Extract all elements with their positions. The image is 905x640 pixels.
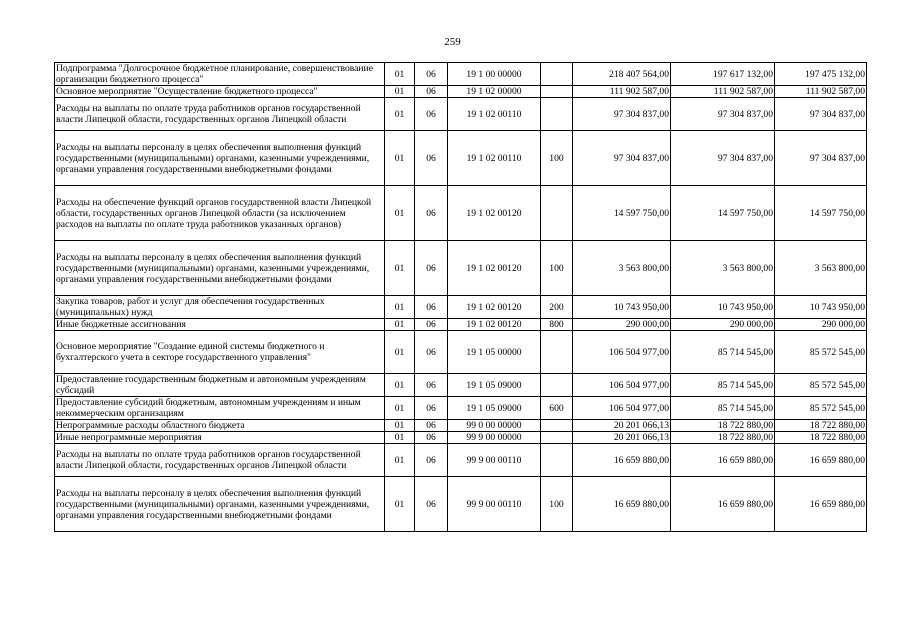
amount-year1-cell: 97 304 837,00 bbox=[573, 131, 671, 186]
table-row bbox=[55, 444, 867, 477]
row-name-cell: Подпрограмма "Долгосрочное бюджетное планирование, совершенствование организации бюджетного процесса" bbox=[55, 63, 385, 86]
row-name-cell: Расходы на обеспечение функций органов государственной власти Липецкой области, государственных органов Липецкой области (за исключением расходов на выплаты по оплате труда работников указанных органов) bbox=[55, 186, 385, 241]
pr-code-cell: 06 bbox=[415, 319, 448, 331]
amount-year2-cell: 290 000,00 bbox=[671, 319, 775, 331]
target-article-cell: 99 9 00 00110 bbox=[448, 477, 541, 532]
table-row bbox=[55, 319, 867, 331]
ved-code-cell: 01 bbox=[385, 296, 415, 319]
pr-code-cell: 06 bbox=[415, 397, 448, 420]
amount-year1-cell: 20 201 066,13 bbox=[573, 432, 671, 444]
pr-code-cell: 06 bbox=[415, 131, 448, 186]
amount-year2-cell: 10 743 950,00 bbox=[671, 296, 775, 319]
amount-year1-cell: 106 504 977,00 bbox=[573, 331, 671, 374]
table-row bbox=[55, 296, 867, 319]
table-row bbox=[55, 63, 867, 86]
amount-year3-cell: 16 659 880,00 bbox=[775, 477, 867, 532]
row-name-cell: Основное мероприятие "Осуществление бюджетного процесса" bbox=[55, 86, 385, 98]
amount-year3-cell: 111 902 587,00 bbox=[775, 86, 867, 98]
expense-type-cell bbox=[541, 98, 573, 131]
pr-code-cell: 06 bbox=[415, 98, 448, 131]
table-row bbox=[55, 186, 867, 241]
amount-year2-cell: 197 617 132,00 bbox=[671, 63, 775, 86]
amount-year3-cell: 290 000,00 bbox=[775, 319, 867, 331]
amount-year3-cell: 14 597 750,00 bbox=[775, 186, 867, 241]
ved-code-cell: 01 bbox=[385, 131, 415, 186]
table-row bbox=[55, 98, 867, 131]
expense-type-cell: 100 bbox=[541, 131, 573, 186]
pr-code-cell: 06 bbox=[415, 420, 448, 432]
amount-year1-cell: 97 304 837,00 bbox=[573, 98, 671, 131]
amount-year2-cell: 97 304 837,00 bbox=[671, 98, 775, 131]
pr-code-cell: 06 bbox=[415, 186, 448, 241]
expense-type-cell: 100 bbox=[541, 241, 573, 296]
amount-year2-cell: 111 902 587,00 bbox=[671, 86, 775, 98]
amount-year2-cell: 85 714 545,00 bbox=[671, 397, 775, 420]
pr-code-cell: 06 bbox=[415, 241, 448, 296]
expense-type-cell bbox=[541, 432, 573, 444]
row-name-cell: Основное мероприятие "Создание единой системы бюджетного и бухгалтерского учета в секторе государственного управления" bbox=[55, 331, 385, 374]
table-row bbox=[55, 241, 867, 296]
expense-type-cell: 800 bbox=[541, 319, 573, 331]
target-article-cell: 19 1 02 00000 bbox=[448, 86, 541, 98]
ved-code-cell: 01 bbox=[385, 420, 415, 432]
table-row bbox=[55, 397, 867, 420]
ved-code-cell: 01 bbox=[385, 241, 415, 296]
amount-year1-cell: 106 504 977,00 bbox=[573, 374, 671, 397]
budget-table bbox=[54, 62, 867, 532]
table-row bbox=[55, 331, 867, 374]
amount-year3-cell: 97 304 837,00 bbox=[775, 131, 867, 186]
amount-year2-cell: 85 714 545,00 bbox=[671, 331, 775, 374]
amount-year2-cell: 16 659 880,00 bbox=[671, 444, 775, 477]
row-name-cell: Иные бюджетные ассигнования bbox=[55, 319, 385, 331]
ved-code-cell: 01 bbox=[385, 86, 415, 98]
pr-code-cell: 06 bbox=[415, 432, 448, 444]
target-article-cell: 19 1 02 00120 bbox=[448, 186, 541, 241]
table-row bbox=[55, 131, 867, 186]
expense-type-cell bbox=[541, 186, 573, 241]
amount-year3-cell: 3 563 800,00 bbox=[775, 241, 867, 296]
amount-year1-cell: 20 201 066,13 bbox=[573, 420, 671, 432]
target-article-cell: 19 1 02 00120 bbox=[448, 241, 541, 296]
row-name-cell: Предоставление государственным бюджетным и автономным учреждениям субсидий bbox=[55, 374, 385, 397]
target-article-cell: 19 1 02 00110 bbox=[448, 131, 541, 186]
amount-year3-cell: 16 659 880,00 bbox=[775, 444, 867, 477]
row-name-cell: Непрограммные расходы областного бюджета bbox=[55, 420, 385, 432]
ved-code-cell: 01 bbox=[385, 331, 415, 374]
amount-year3-cell: 85 572 545,00 bbox=[775, 331, 867, 374]
amount-year2-cell: 18 722 880,00 bbox=[671, 420, 775, 432]
table-row bbox=[55, 477, 867, 532]
row-name-cell: Предоставление субсидий бюджетным, автономным учреждениям и иным некоммерческим организациям bbox=[55, 397, 385, 420]
amount-year2-cell: 85 714 545,00 bbox=[671, 374, 775, 397]
expense-type-cell bbox=[541, 420, 573, 432]
expense-type-cell bbox=[541, 444, 573, 477]
amount-year1-cell: 14 597 750,00 bbox=[573, 186, 671, 241]
amount-year1-cell: 290 000,00 bbox=[573, 319, 671, 331]
target-article-cell: 19 1 00 00000 bbox=[448, 63, 541, 86]
row-name-cell: Расходы на выплаты по оплате труда работников органов государственной власти Липецкой области, государственных органов Липецкой области bbox=[55, 444, 385, 477]
expense-type-cell: 600 bbox=[541, 397, 573, 420]
ved-code-cell: 01 bbox=[385, 98, 415, 131]
pr-code-cell: 06 bbox=[415, 444, 448, 477]
target-article-cell: 19 1 05 09000 bbox=[448, 374, 541, 397]
amount-year1-cell: 3 563 800,00 bbox=[573, 241, 671, 296]
amount-year1-cell: 218 407 564,00 bbox=[573, 63, 671, 86]
table-body bbox=[55, 63, 867, 532]
amount-year3-cell: 97 304 837,00 bbox=[775, 98, 867, 131]
pr-code-cell: 06 bbox=[415, 477, 448, 532]
table-row bbox=[55, 374, 867, 397]
amount-year3-cell: 10 743 950,00 bbox=[775, 296, 867, 319]
ved-code-cell: 01 bbox=[385, 444, 415, 477]
pr-code-cell: 06 bbox=[415, 86, 448, 98]
amount-year1-cell: 10 743 950,00 bbox=[573, 296, 671, 319]
table-row bbox=[55, 432, 867, 444]
amount-year2-cell: 18 722 880,00 bbox=[671, 432, 775, 444]
ved-code-cell: 01 bbox=[385, 319, 415, 331]
pr-code-cell: 06 bbox=[415, 296, 448, 319]
ved-code-cell: 01 bbox=[385, 477, 415, 532]
row-name-cell: Расходы на выплаты по оплате труда работников органов государственной власти Липецкой области, государственных органов Липецкой области bbox=[55, 98, 385, 131]
target-article-cell: 19 1 02 00120 bbox=[448, 296, 541, 319]
row-name-cell: Закупка товаров, работ и услуг для обеспечения государственных (муниципальных) нужд bbox=[55, 296, 385, 319]
amount-year1-cell: 106 504 977,00 bbox=[573, 397, 671, 420]
target-article-cell: 19 1 02 00110 bbox=[448, 98, 541, 131]
expense-type-cell bbox=[541, 63, 573, 86]
amount-year3-cell: 85 572 545,00 bbox=[775, 397, 867, 420]
page-number: 259 bbox=[444, 36, 461, 48]
row-name-cell: Иные непрограммные мероприятия bbox=[55, 432, 385, 444]
target-article-cell: 19 1 05 00000 bbox=[448, 331, 541, 374]
pr-code-cell: 06 bbox=[415, 331, 448, 374]
amount-year2-cell: 3 563 800,00 bbox=[671, 241, 775, 296]
pr-code-cell: 06 bbox=[415, 63, 448, 86]
expense-type-cell: 100 bbox=[541, 477, 573, 532]
expense-type-cell bbox=[541, 86, 573, 98]
expense-type-cell bbox=[541, 331, 573, 374]
expense-type-cell: 200 bbox=[541, 296, 573, 319]
target-article-cell: 99 0 00 00000 bbox=[448, 420, 541, 432]
amount-year3-cell: 18 722 880,00 bbox=[775, 420, 867, 432]
target-article-cell: 19 1 05 09000 bbox=[448, 397, 541, 420]
amount-year3-cell: 197 475 132,00 bbox=[775, 63, 867, 86]
ved-code-cell: 01 bbox=[385, 186, 415, 241]
amount-year1-cell: 111 902 587,00 bbox=[573, 86, 671, 98]
pr-code-cell: 06 bbox=[415, 374, 448, 397]
ved-code-cell: 01 bbox=[385, 63, 415, 86]
ved-code-cell: 01 bbox=[385, 397, 415, 420]
table-row bbox=[55, 420, 867, 432]
amount-year2-cell: 16 659 880,00 bbox=[671, 477, 775, 532]
amount-year3-cell: 85 572 545,00 bbox=[775, 374, 867, 397]
amount-year3-cell: 18 722 880,00 bbox=[775, 432, 867, 444]
row-name-cell: Расходы на выплаты персоналу в целях обеспечения выполнения функций государственными (муниципальными) органами, казенными учреждениями, органами управления государственными внебюджетными фондами bbox=[55, 477, 385, 532]
expense-type-cell bbox=[541, 374, 573, 397]
table-row bbox=[55, 86, 867, 98]
amount-year2-cell: 97 304 837,00 bbox=[671, 131, 775, 186]
ved-code-cell: 01 bbox=[385, 374, 415, 397]
target-article-cell: 99 9 00 00000 bbox=[448, 432, 541, 444]
amount-year2-cell: 14 597 750,00 bbox=[671, 186, 775, 241]
target-article-cell: 19 1 02 00120 bbox=[448, 319, 541, 331]
amount-year1-cell: 16 659 880,00 bbox=[573, 477, 671, 532]
target-article-cell: 99 9 00 00110 bbox=[448, 444, 541, 477]
amount-year1-cell: 16 659 880,00 bbox=[573, 444, 671, 477]
row-name-cell: Расходы на выплаты персоналу в целях обеспечения выполнения функций государственными (муниципальными) органами, казенными учреждениями, органами управления государственными внебюджетными фондами bbox=[55, 241, 385, 296]
row-name-cell: Расходы на выплаты персоналу в целях обеспечения выполнения функций государственными (муниципальными) органами, казенными учреждениями, органами управления государственными внебюджетными фондами bbox=[55, 131, 385, 186]
ved-code-cell: 01 bbox=[385, 432, 415, 444]
